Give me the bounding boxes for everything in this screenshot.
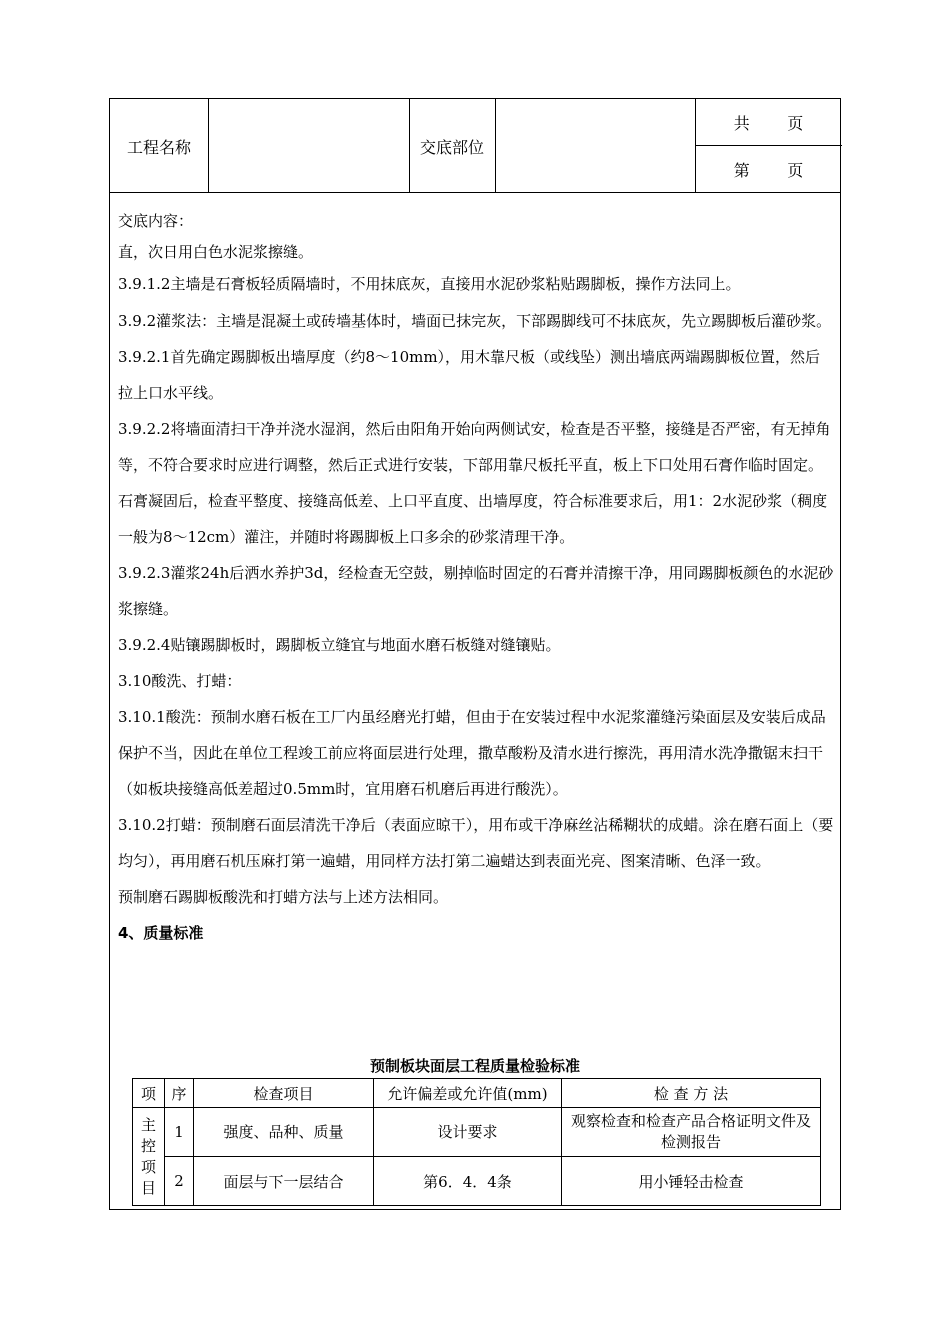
- header-cell: 允许偏差或允许值(mm): [374, 1079, 562, 1108]
- quality-table-title: 预制板块面层工程质量检验标准: [369, 1057, 580, 1075]
- quality-table: [132, 1078, 821, 1206]
- total-pages-left: 共: [733, 113, 750, 133]
- paragraph: 3.9.2.2将墙面清扫干净并浇水湿润，然后由阳角开始向两侧试安，检查是否平整，接缝是否严密，有无掉角等，不符合要求时应进行调整，然后正式进行安装，下部用靠尺板托平直，板上下口处用石膏作临时固定。石膏凝固后，检查平整度、接缝高低差、上口平直度、出墙厚度，符合标准要求后，用1：2水泥砂浆（稠度一般为8～12cm）灌注，并随时将踢脚板上口多余的砂浆清理干净。: [118, 420, 831, 546]
- part-label: 交底部位: [419, 137, 484, 157]
- project-name-label: 工程名称: [126, 137, 191, 157]
- project-name-value: [208, 99, 409, 193]
- paragraph: 3.10.1酸洗：预制水磨石板在工厂内虽经磨光打蜡，但由于在安装过程中水泥浆灌缝污染面层及安装后成品保护不当，因此在单位工程竣工前应将面层进行处理，撒草酸粉及清水进行擦洗，再用清水洗净撒锯末扫干（如板块接缝高低差超过0.5mm时，宜用磨石机磨后再进行酸洗）。: [118, 708, 826, 798]
- page-number-right: 页: [787, 161, 804, 180]
- document-frame: [109, 98, 841, 1210]
- page-number-left: 第: [733, 161, 750, 180]
- paragraph: 3.10酸洗、打蜡：: [118, 672, 242, 690]
- paragraph: 直，次日用白色水泥浆擦缝。: [118, 243, 314, 261]
- row-number: 1: [165, 1108, 194, 1157]
- header-table: [110, 99, 840, 193]
- page-number-cell: [695, 146, 842, 193]
- group-label: 主控项目: [133, 1108, 165, 1206]
- paragraph: 3.9.2.3灌浆24h后洒水养护3d，经检查无空鼓，剔掉临时固定的石膏并清擦干净，用同踢脚板颜色的水泥砂浆擦缝。: [118, 564, 834, 618]
- header-cell: 序: [165, 1079, 194, 1108]
- paragraph: 3.9.2灌浆法：主墙是混凝土或砖墙基体时，墙面已抹完灰，下部踢脚线可不抹底灰，先立踢脚板后灌砂浆。: [118, 312, 832, 330]
- total-pages-right: 页: [787, 113, 804, 133]
- check-item: 强度、品种、质量: [194, 1108, 374, 1157]
- paragraph: 3.10.2打蜡：预制磨石面层清洗干净后（表面应晾干），用布或干净麻丝沾稀糊状的成蜡。涂在磨石面上（要均匀），再用磨石机压麻打第一遍蜡，用同样方法打第二遍蜡达到表面光亮、图案清晰、色泽一致。: [118, 816, 834, 870]
- table-header-row: [133, 1079, 821, 1108]
- check-method: 观察检查和检查产品合格证明文件及检测报告: [562, 1108, 821, 1157]
- paragraph: 3.9.2.4贴镶踢脚板时，踢脚板立缝宜与地面水磨石板缝对缝镶贴。: [118, 636, 561, 654]
- paragraph: 预制磨石踢脚板酸洗和打蜡方法与上述方法相同。: [118, 888, 449, 906]
- content-label: 交底内容：: [118, 212, 194, 230]
- check-item: 面层与下一层结合: [194, 1157, 374, 1206]
- content-body: [118, 203, 834, 951]
- allowance: 第6．4．4条: [374, 1157, 562, 1206]
- section-heading: 4、质量标准: [118, 924, 204, 942]
- total-pages-cell: [695, 99, 842, 146]
- table-row: [133, 1157, 821, 1206]
- header-cell: 项: [133, 1079, 165, 1108]
- allowance: 设计要求: [374, 1108, 562, 1157]
- header-cell: 检查项目: [194, 1079, 374, 1108]
- check-method: 用小锤轻击检查: [562, 1157, 821, 1206]
- paragraph: 3.9.1.2主墙是石膏板轻质隔墙时，不用抹底灰，直接用水泥砂浆粘贴踢脚板，操作方法同上。: [118, 275, 741, 293]
- table-row: [133, 1108, 821, 1157]
- header-cell: 检 查 方 法: [562, 1079, 821, 1108]
- paragraph: 3.9.2.1首先确定踢脚板出墙厚度（约8～10mm），用木靠尺板（或线坠）测出墙底两端踢脚板位置，然后拉上口水平线。: [118, 348, 821, 402]
- part-value: [495, 99, 695, 193]
- row-number: 2: [165, 1157, 194, 1206]
